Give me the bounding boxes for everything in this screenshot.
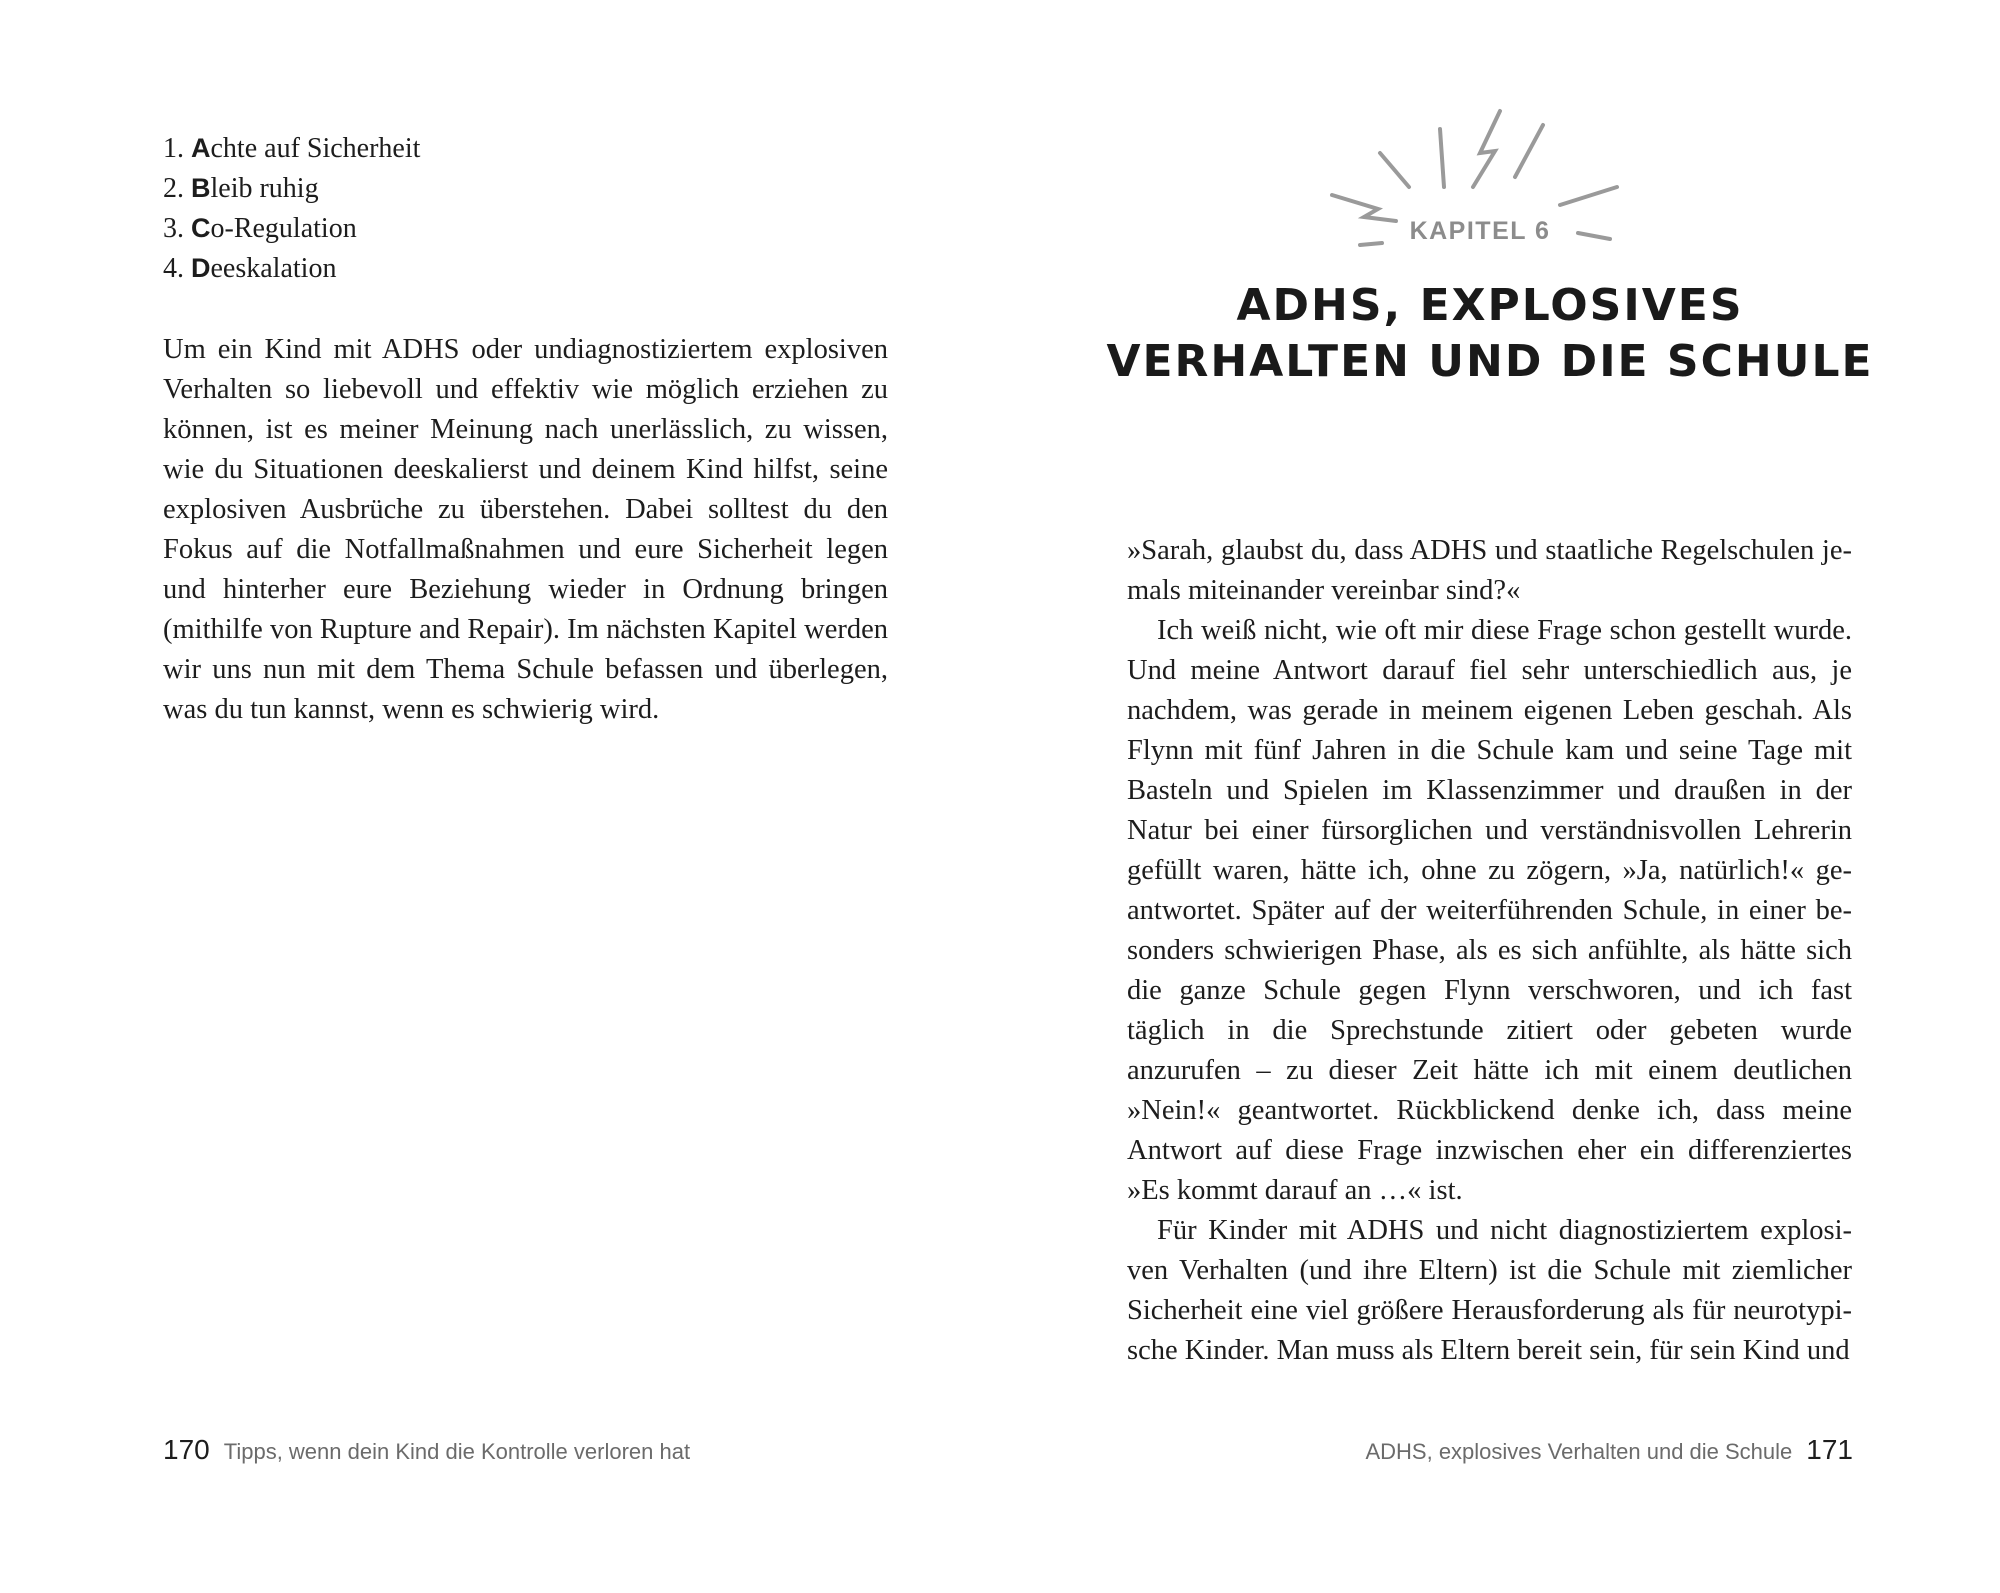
paragraph: Um ein Kind mit ADHS oder undiagnostiziertem explosiven Verhalten so liebevoll und effektiv wie möglich erziehen zu können, ist es meiner Meinung nach unerlässlich, zu wissen, wie du Situationen deeskalierst und deinem Kind hilfst, seine explosiven Ausbrüche zu überstehen. Dabei solltest du den Fokus auf die Notfallmaßnahmen und eure Sicherheit legen und hinterher eure Beziehung wieder in Ordnung bringen (mithilfe von Rupture and Repair). Im nächsten Kapitel werden wir uns nun mit dem Thema Schule befassen und überlegen, was du tun kannst, wenn es schwierig wird. [163,334,888,725]
list-initial-letter: D [191,253,211,283]
left-body-text [163,330,888,730]
list-item-text: o-Regulation [210,213,357,244]
list-number: 3. [163,213,184,244]
page-number: 171 [1806,1434,1853,1465]
paragraph: »Sarah, glaubst du, dass ADHS und staatliche Regelschulen jemals miteinander vereinbar sind?« [1127,535,1852,606]
page-number: 170 [163,1434,210,1465]
right-body-text [1127,531,1852,1371]
paragraph: Für Kinder mit ADHS und nicht diagnostiziertem explosiven Verhalten (und ihre Eltern) ist die Schule mit ziemlicher Sicherheit eine viel größere Herausforderung als für neurotypische Kinder. Man muss als Eltern bereit sein, für sein Kind und [1127,1215,1852,1366]
list-item-text: chte auf Sicherheit [210,133,421,164]
list-item [163,168,420,208]
chapter-label: KAPITEL 6 [1409,217,1551,245]
running-head: Tipps, wenn dein Kind die Kontrolle verloren hat [223,1439,691,1464]
footer-left [163,1432,690,1473]
list-item-text: eeskalation [210,253,337,284]
list-number: 2. [163,173,184,204]
abcd-list [163,128,420,288]
list-item [163,248,420,288]
list-initial-letter: C [191,213,211,243]
list-item [163,128,420,168]
paragraph: Ich weiß nicht, wie oft mir diese Frage schon gestellt wurde. Und meine Antwort darauf fiel sehr unterschiedlich aus, je nachdem, was gerade in meinem eigenen Leben geschah. Als Flynn mit fünf Jahren in die Schule kam und seine Tage mit Basteln und Spielen im Klassenzimmer und draußen in der Natur bei einer fürsorglichen und verständnisvollen Lehrerin gefüllt waren, hätte ich, ohne zu zögern, »Ja, natürlich!« geantwortet. Später auf der weiterführenden Schule, in einer besonders schwierigen Phase, als es sich anfühlte, als hätte sich die ganze Schule gegen Flynn verschworen, und ich fast täglich in die Sprechstunde zitiert oder gebeten wurde anzurufen – zu dieser Zeit hätte ich mit einem deutlichen »Nein!« geantwortet. Rückblickend denke ich, dass meine Antwort auf diese Frage inzwischen eher ein differenziertes »Es kommt darauf an …« ist. [1127,615,1852,1206]
list-item [163,208,420,248]
footer-right [1365,1432,1853,1473]
chapter-title-line: ADHS, EXPLOSIVES [1236,280,1744,331]
list-number: 1. [163,133,184,164]
list-initial-letter: B [191,173,211,203]
list-number: 4. [163,253,184,284]
chapter-title-line: VERHALTEN UND DIE SCHULE [1106,336,1874,387]
list-item-text: leib ruhig [210,173,319,204]
chapter-title [1100,278,1880,390]
list-initial-letter: A [191,133,211,163]
running-head: ADHS, explosives Verhalten und die Schule [1365,1439,1793,1464]
